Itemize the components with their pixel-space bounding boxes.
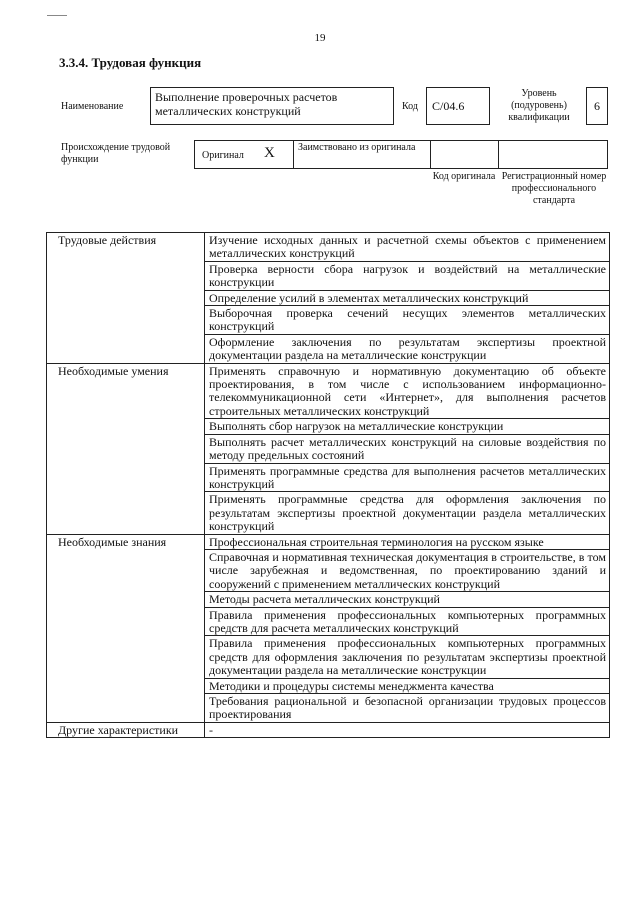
level-value-box xyxy=(586,87,608,125)
section-item: Профессиональная строительная терминология на русском языке xyxy=(205,534,610,549)
name-label: Наименование xyxy=(61,101,124,112)
code-value: С/04.6 xyxy=(432,99,465,113)
section-item: Правила применения профессиональных компьютерных программных средств для оформления заключения по результатам экспертизы проектной документации раздела на металлические конструкции xyxy=(205,636,610,678)
code-value-box xyxy=(426,87,490,125)
section-title: Другие характеристики xyxy=(47,722,205,737)
name-value-box xyxy=(150,87,394,125)
page-number: 19 xyxy=(314,32,326,44)
section-heading: 3.3.4. Трудовая функция xyxy=(59,55,202,70)
scan-mark xyxy=(47,15,67,16)
section-item: Оформление заключения по результатам экспертизы проектной документации раздела на металлические конструкции xyxy=(205,334,610,363)
table-row xyxy=(47,722,610,737)
section-item: Правила применения профессиональных компьютерных программных средств для расчета металлических конструкций xyxy=(205,607,610,636)
section-item: Требования рациональной и безопасной организации трудовых процессов проектирования xyxy=(205,694,610,723)
section-item: Справочная и нормативная техническая документация в строительстве, в том числе зарубежная и ведомственная, по проектированию зданий и сооружений с применением металлических конструкций xyxy=(205,549,610,591)
origin-divider xyxy=(498,140,499,169)
section-title: Необходимые умения xyxy=(47,363,205,534)
origin-divider xyxy=(293,140,294,169)
section-item: - xyxy=(205,722,610,737)
borrowed-label: Заимствовано из оригинала xyxy=(298,142,416,153)
section-item: Применять программные средства для оформления заключения по результатам экспертизы проектной документации раздела металлических конструкций xyxy=(205,492,610,534)
section-item: Проверка верности сбора нагрузок и воздействий на металлические конструкции xyxy=(205,261,610,290)
original-label: Оригинал xyxy=(202,150,244,161)
section-item: Выборочная проверка сечений несущих элементов металлических конструкций xyxy=(205,306,610,335)
section-item: Изучение исходных данных и расчетной схемы объектов с применением металлических конструкций xyxy=(205,233,610,262)
section-title: Необходимые знания xyxy=(47,534,205,722)
code-label: Код xyxy=(402,101,418,112)
reg-number-caption: Регистрационный номер профессионального стандарта xyxy=(501,171,607,206)
table-row xyxy=(47,233,610,262)
section-item: Применять программные средства для выполнения расчетов металлических конструкций xyxy=(205,463,610,492)
section-item: Методы расчета металлических конструкций xyxy=(205,592,610,607)
origin-label: Происхождение трудовой функции xyxy=(61,142,171,165)
section-item: Определение усилий в элементах металлических конструкций xyxy=(205,290,610,305)
section-item: Выполнять расчет металлических конструкций на силовые воздействия по методу предельных состояний xyxy=(205,434,610,463)
name-value: Выполнение проверочных расчетов металлических конструкций xyxy=(155,90,338,118)
code-original-caption: Код оригинала xyxy=(432,171,496,182)
level-value: 6 xyxy=(594,99,600,113)
section-item: Методики и процедуры системы менеджмента качества xyxy=(205,678,610,693)
function-table-body xyxy=(47,233,610,738)
table-row xyxy=(47,534,610,549)
function-table xyxy=(46,232,610,738)
section-title: Трудовые действия xyxy=(47,233,205,364)
section-item: Выполнять сбор нагрузок на металлические конструкции xyxy=(205,419,610,434)
origin-divider xyxy=(430,140,431,169)
table-row xyxy=(47,363,610,419)
level-label: Уровень (подуровень) квалификации xyxy=(508,88,570,123)
section-item: Применять справочную и нормативную документацию об объекте проектирования, в том числе с использованием информационно-телекоммуникационной сети «Интернет», для выполнения расчетов строительных металлических конструкций xyxy=(205,363,610,419)
original-mark: X xyxy=(264,145,275,161)
